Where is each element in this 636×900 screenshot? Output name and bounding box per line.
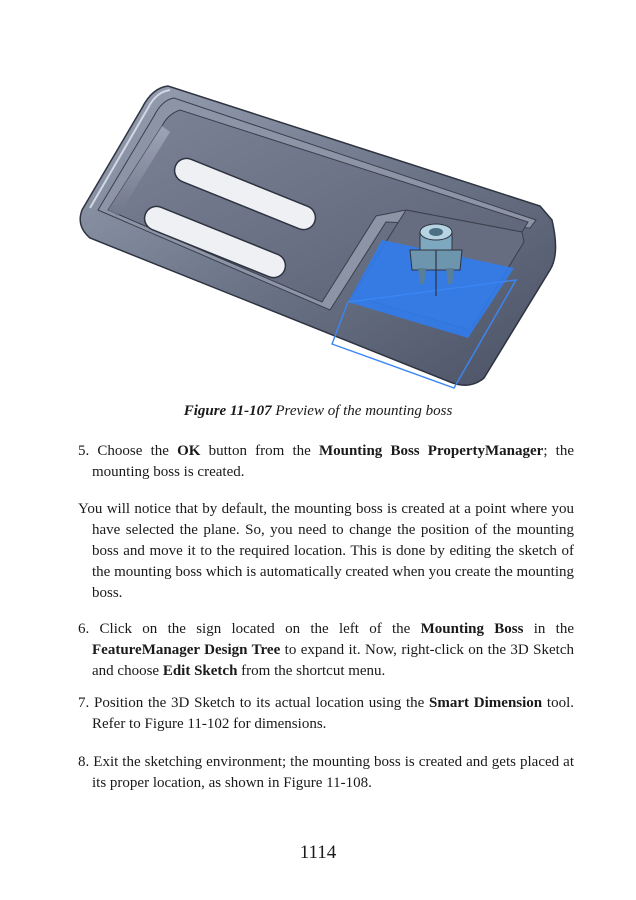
step-8-paragraph [78,752,574,794]
text-run: 8. Exit the sketching environment; the mounting boss is created and gets placed at its proper location, as shown in Figure 11-108. [78,754,574,791]
step-7-paragraph [78,693,574,735]
page-number: 1114 [299,842,337,863]
bold-term: Smart Dimension [429,695,543,711]
figure-caption-label: Figure 11-107 [183,403,272,419]
step-6-paragraph [78,619,574,682]
bold-term: Edit Sketch [162,663,238,679]
text-run: You will notice that by default, the mounting boss is created at a point where you have selected the plane. So, you need to change the position of the mounting boss and move it to the required location. This is done by editing the sketch of the mounting boss which is automatically created when you create the mounting boss. [78,501,574,601]
figure-caption [0,403,636,420]
bold-term: Mounting Boss PropertyManager [318,443,544,459]
bold-term: OK [177,443,201,459]
bold-term: Mounting Boss [420,621,524,637]
text-run: in the [523,621,574,637]
text-run: tool. Refer to Figure 11-102 for dimensions. [92,695,574,732]
bold-term: FeatureManager Design Tree [92,642,281,658]
figure-caption-text: Preview of the mounting boss [271,403,453,419]
text-run: from the shortcut menu. [237,663,386,679]
note-paragraph [78,499,574,604]
text-run: button from the [200,443,319,459]
text-run: 7. Position the 3D Sketch to its actual location using the [78,695,430,711]
text-run: 5. Choose the [78,443,178,459]
text-run: 6. Click on the sign located on the left of the [78,621,421,637]
text-run: ; the mounting boss is created. [92,443,574,480]
mounting-boss-preview-figure [70,70,570,400]
step-5-paragraph [78,441,574,483]
text-run: to expand it. Now, right-click on the 3D Sketch and choose [92,642,574,679]
